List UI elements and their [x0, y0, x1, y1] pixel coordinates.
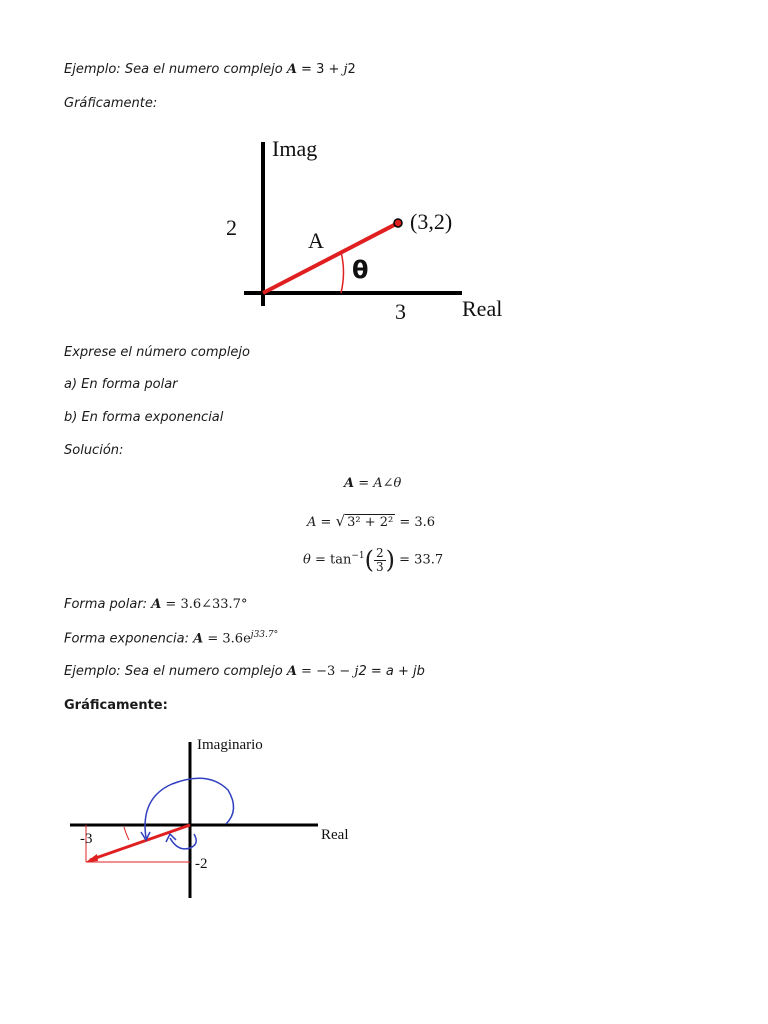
- graph-1: [0, 130, 768, 350]
- graph-1-angle-arc: [341, 252, 344, 293]
- graph-1-point-marker: [394, 219, 402, 227]
- question-a: a) En forma polar: [64, 377, 178, 392]
- graph-2-blue-arc-small: [170, 834, 196, 849]
- exponential-form-var: A: [193, 631, 204, 647]
- graph-1-vector-label: A: [308, 228, 324, 253]
- example-2-j: j: [354, 664, 359, 679]
- example-1-statement: [64, 62, 356, 77]
- solution-label: Solución:: [64, 443, 124, 458]
- polar-form-value: = 3.6∠33.7°: [161, 597, 248, 612]
- exponential-form: [64, 630, 278, 646]
- question-b: b) En forma exponencial: [64, 410, 224, 425]
- graphically-label-2: Gráficamente:: [64, 698, 168, 713]
- equation-3-tan: = tan: [310, 552, 352, 568]
- example-1-j: j: [343, 62, 348, 77]
- graph-2-vector: [90, 825, 190, 860]
- polar-form-label: Forma polar:: [64, 597, 152, 612]
- polar-form: [64, 597, 247, 612]
- equation-3-value: = 33.7: [395, 552, 444, 568]
- graph-1-angle-label: θ: [352, 256, 369, 284]
- example-2-rhs2: 2 = a + jb: [358, 664, 425, 679]
- polar-form-var: A: [151, 597, 162, 612]
- graph-1-point-label: (3,2): [410, 209, 453, 234]
- right-paren: ): [385, 546, 396, 574]
- equation-2: [307, 512, 435, 530]
- equation-3: [303, 546, 443, 574]
- equation-1-lhs: A: [344, 476, 355, 491]
- example-2-rhs: = −3 −: [296, 664, 355, 679]
- graph-2-small-arc: [124, 827, 129, 840]
- equation-2-radicand: 3² + 2²: [347, 515, 394, 530]
- graph-2-tick-y: -2: [195, 856, 208, 872]
- equation-3-superscript: −1: [351, 551, 365, 562]
- graph-2-tick-x: -3: [80, 831, 93, 847]
- example-1-var: A: [286, 62, 297, 77]
- graph-1-axis-y-label: Imag: [272, 136, 318, 161]
- equation-3-fraction: [374, 547, 386, 574]
- graph-1-axis-x-label: Real: [462, 296, 503, 321]
- sqrt-sign: √: [335, 512, 346, 530]
- graph-2-arrowhead: [86, 854, 98, 862]
- example-1-label-italic: numero complejo: [168, 62, 287, 77]
- exponential-form-value: = 3.6e: [203, 631, 251, 647]
- equation-2-value: = 3.6: [395, 515, 436, 530]
- fraction-numerator: 2: [376, 545, 384, 560]
- exponential-form-superscript: j33.7°: [250, 630, 279, 640]
- fraction-denominator: 3: [376, 559, 384, 574]
- equation-1: [344, 476, 401, 491]
- equation-2-eq: =: [316, 515, 336, 530]
- graph-1-vector: [263, 223, 398, 293]
- example-1-label: Ejemplo: Sea el: [64, 62, 169, 77]
- left-paren: (: [364, 546, 374, 574]
- example-2-label-italic: numero complejo: [168, 664, 287, 679]
- example-1-rhs2: 2: [347, 62, 356, 77]
- graph-2-axis-x-label: Real: [321, 827, 349, 843]
- equation-3-lhs: θ: [303, 552, 311, 568]
- graph-2-axis-y-label: Imaginario: [197, 737, 263, 753]
- equation-1-rhs: = A∠θ: [354, 476, 402, 491]
- example-2-label: Ejemplo: Sea el: [64, 664, 169, 679]
- exponential-form-label: Forma exponencia:: [64, 631, 194, 647]
- graph-2: [0, 730, 768, 910]
- graph-1-tick-x: 3: [395, 299, 406, 324]
- example-1-rhs: = 3 +: [296, 62, 344, 77]
- example-2-statement: [64, 664, 425, 679]
- graph-1-tick-y: 2: [226, 215, 237, 240]
- graphically-label-1: Gráficamente:: [64, 96, 158, 111]
- question-intro: Exprese el número complejo: [64, 345, 250, 360]
- example-2-var: A: [286, 664, 297, 679]
- equation-2-lhs: A: [307, 515, 317, 530]
